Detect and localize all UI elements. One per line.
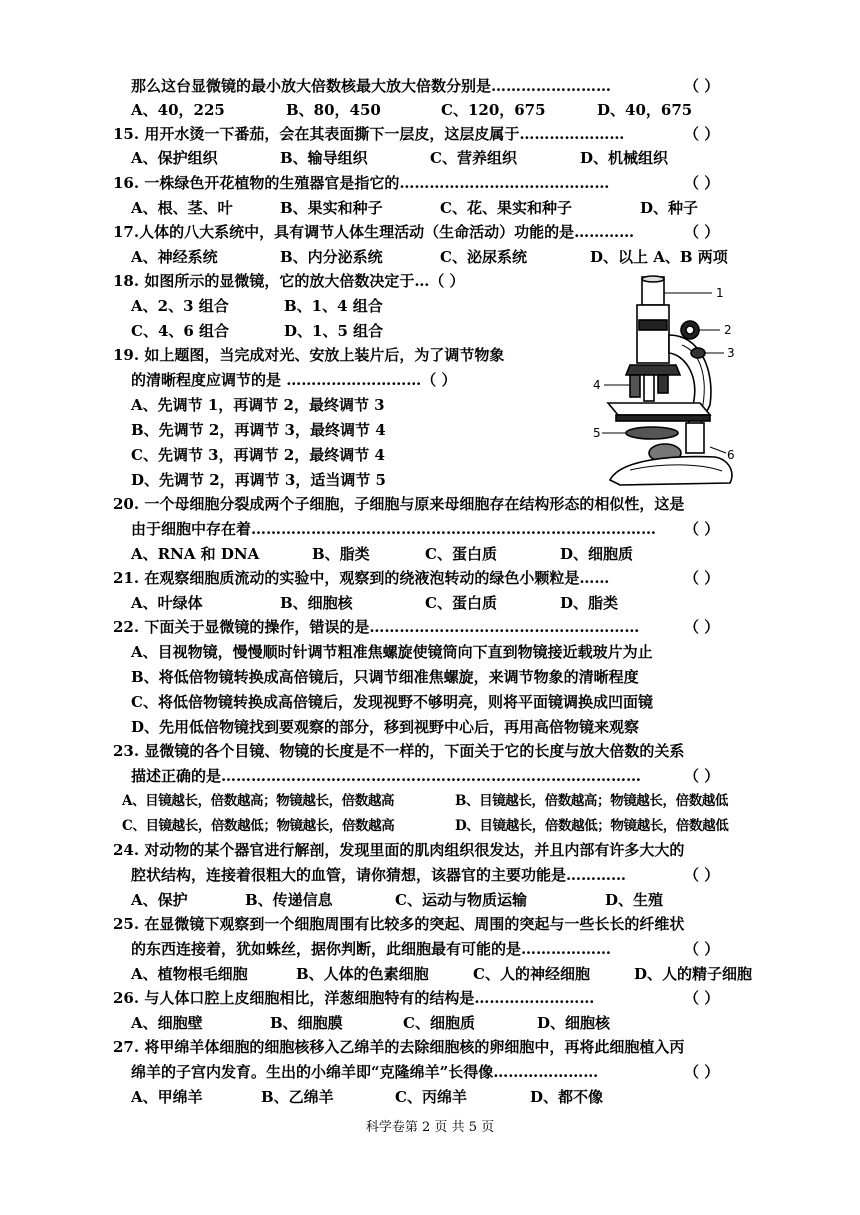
q20-stem-line1: 20. 一个母细胞分裂成两个子细胞，子细胞与原来母细胞存在结构形态的相似性，这是 — [113, 495, 685, 513]
q25-stem-line1: 25. 在显微镜下观察到一个细胞周围有比较多的突起、周围的突起与一些长长的纤维状 — [113, 915, 685, 933]
q27-stem-line2: 绵羊的子宫内发育。生出的小绵羊即“克隆绵羊”长得像………………… — [131, 1063, 599, 1081]
q22-answer-paren: （ ） — [684, 618, 720, 636]
q17-answer-paren: （ ） — [684, 223, 720, 241]
q18-stem: 18. 如图所示的显微镜，它的放大倍数决定于…（ ） — [113, 272, 465, 290]
microscope-figure — [590, 275, 750, 490]
q24-stem-line1: 24. 对动物的某个器官进行解剖，发现里面的肌肉组织很发达，并且内部有许多大大的 — [113, 841, 685, 859]
q21-option-a: A、叶绿体 — [131, 594, 203, 612]
q15-option-c: C、营养组织 — [430, 149, 517, 167]
figure-label-5: 5 — [593, 426, 601, 440]
q22-option-c: C、将低倍物镜转换成高倍镜后，发现视野不够明亮，则将平面镜调换成凹面镜 — [131, 693, 653, 711]
q23-option-b: B、目镜越长，倍数越高；物镜越长，倍数越低 — [455, 793, 729, 809]
q24-stem-line2: 腔状结构，连接着很粗大的血管，请你猜想，该器官的主要功能是………… — [131, 866, 627, 884]
q17-option-a: A、神经系统 — [131, 248, 218, 266]
q16-option-b: B、果实和种子 — [280, 199, 383, 217]
q15-option-b: B、输导组织 — [280, 149, 368, 167]
q27-option-b: B、乙绵羊 — [261, 1088, 334, 1106]
q18-option-c: C、4、6 组合 — [131, 322, 230, 340]
q27-option-c: C、丙绵羊 — [395, 1088, 467, 1106]
q21-option-b: B、细胞核 — [280, 594, 353, 612]
q14-option-c: C、120，675 — [441, 101, 546, 119]
q26-option-a: A、细胞壁 — [131, 1014, 203, 1032]
q25-stem-line2: 的东西连接着，犹如蛛丝，据你判断，此细胞最有可能的是……………… — [131, 940, 612, 958]
q21-option-c: C、蛋白质 — [425, 594, 497, 612]
q25-option-d: D、人的精子细胞 — [634, 965, 753, 983]
q15-option-a: A、保护组织 — [131, 149, 218, 167]
q17-option-d: D、以上 A、B 两项 — [590, 248, 728, 266]
figure-label-1: 1 — [716, 286, 724, 300]
q19-stem-line2: 的清晰程度应调节的是 ………………………（ ） — [131, 371, 457, 389]
q25-option-a: A、植物根毛细胞 — [131, 965, 248, 983]
q20-option-a: A、RNA 和 DNA — [131, 545, 260, 563]
q26-answer-paren: （ ） — [684, 989, 720, 1007]
q16-stem: 16. 一株绿色开花植物的生殖器官是指它的…………………………………… — [113, 174, 610, 192]
q26-option-b: B、细胞膜 — [270, 1014, 343, 1032]
figure-label-3: 3 — [727, 346, 735, 360]
q21-stem: 21. 在观察细胞质流动的实验中，观察到的绕液泡转动的绿色小颗粒是…… — [113, 569, 610, 587]
q15-option-d: D、机械组织 — [580, 149, 669, 167]
q19-stem-line1: 19. 如上题图，当完成对光、安放上装片后，为了调节物象 — [113, 346, 505, 364]
q26-stem: 26. 与人体口腔上皮细胞相比，洋葱细胞特有的结构是…………………… — [113, 989, 595, 1007]
q22-stem: 22. 下面关于显微镜的操作，错误的是……………………………………………… — [113, 618, 640, 636]
q27-option-d: D、都不像 — [530, 1088, 604, 1106]
q20-option-d: D、细胞质 — [560, 545, 634, 563]
q22-option-b: B、将低倍物镜转换成高倍镜后，只调节细准焦螺旋，来调节物象的清晰程度 — [131, 668, 639, 686]
q25-answer-paren: （ ） — [684, 940, 720, 958]
q21-option-d: D、脂类 — [560, 594, 619, 612]
q14-option-a: A、40，225 — [131, 101, 225, 119]
q20-option-b: B、脂类 — [312, 545, 370, 563]
q27-stem-line1: 27. 将甲绵羊体细胞的细胞核移入乙绵羊的去除细胞核的卵细胞中，再将此细胞植入丙 — [113, 1038, 685, 1056]
q18-option-b: B、1、4 组合 — [284, 297, 383, 315]
q22-option-a: A、目视物镜，慢慢顺时针调节粗准焦螺旋使镜筒向下直到物镜接近载玻片为止 — [131, 643, 653, 661]
q16-answer-paren: （ ） — [684, 174, 720, 192]
q27-option-a: A、甲绵羊 — [131, 1088, 203, 1106]
q23-option-c: C、目镜越长，倍数越低；物镜越长，倍数越高 — [122, 818, 395, 834]
q20-answer-paren: （ ） — [684, 520, 720, 538]
q24-option-b: B、传递信息 — [245, 891, 333, 909]
q23-stem-line1: 23. 显微镜的各个目镜、物镜的长度是不一样的，下面关于它的长度与放大倍数的关系 — [113, 742, 685, 760]
q25-option-b: B、人体的色素细胞 — [296, 965, 429, 983]
q18-option-a: A、2、3 组合 — [131, 297, 229, 315]
q24-answer-paren: （ ） — [684, 866, 720, 884]
q23-option-a: A、目镜越长，倍数越高；物镜越长，倍数越高 — [122, 793, 395, 809]
q22-option-d: D、先用低倍物镜找到要观察的部分，移到视野中心后，再用高倍物镜来观察 — [131, 718, 640, 736]
q19-option-c: C、先调节 3，再调节 2，最终调节 4 — [131, 446, 385, 464]
q27-answer-paren: （ ） — [684, 1063, 720, 1081]
q19-option-b: B、先调节 2，再调节 3，最终调节 4 — [131, 421, 386, 439]
page-footer: 科学卷第 2 页 共 5 页 — [365, 1120, 495, 1135]
q14-answer-paren: （ ） — [684, 77, 720, 95]
q14-stem: 那么这台显微镜的最小放大倍数核最大放大倍数分别是…………………… — [131, 77, 612, 95]
q18-option-d: D、1、5 组合 — [284, 322, 384, 340]
q26-option-d: D、细胞核 — [537, 1014, 611, 1032]
q20-option-c: C、蛋白质 — [425, 545, 497, 563]
q16-option-a: A、根、茎、叶 — [131, 199, 233, 217]
q19-option-d: D、先调节 2，再调节 3，适当调节 5 — [131, 471, 386, 489]
q23-option-d: D、目镜越长，倍数越低；物镜越长，倍数越低 — [455, 818, 729, 834]
q23-answer-paren: （ ） — [684, 767, 720, 785]
q14-option-b: B、80，450 — [286, 101, 381, 119]
figure-label-6: 6 — [727, 448, 735, 462]
q15-answer-paren: （ ） — [684, 125, 720, 143]
q15-stem: 15. 用开水烫一下番茄，会在其表面撕下一层皮，这层皮属于………………… — [113, 125, 625, 143]
figure-label-4: 4 — [593, 378, 601, 392]
q26-option-c: C、细胞质 — [403, 1014, 475, 1032]
q19-option-a: A、先调节 1，再调节 2，最终调节 3 — [131, 396, 385, 414]
q21-answer-paren: （ ） — [684, 569, 720, 587]
q14-option-d: D、40，675 — [597, 101, 693, 119]
q24-option-c: C、运动与物质运输 — [395, 891, 527, 909]
q24-option-d: D、生殖 — [605, 891, 664, 909]
q17-option-b: B、内分泌系统 — [280, 248, 383, 266]
q16-option-d: D、种子 — [640, 199, 699, 217]
q17-option-c: C、泌尿系统 — [440, 248, 527, 266]
q23-stem-line2: 描述正确的是………………………………………………………………………… — [131, 767, 642, 785]
q24-option-a: A、保护 — [131, 891, 188, 909]
q17-stem: 17.人体的八大系统中，具有调节人体生理活动（生命活动）功能的是………… — [113, 223, 635, 241]
q20-stem-line2: 由于细胞中存在着……………………………………………………………………… — [131, 520, 657, 538]
q16-option-c: C、花、果实和种子 — [440, 199, 572, 217]
q25-option-c: C、人的神经细胞 — [473, 965, 590, 983]
figure-label-2: 2 — [724, 323, 732, 337]
